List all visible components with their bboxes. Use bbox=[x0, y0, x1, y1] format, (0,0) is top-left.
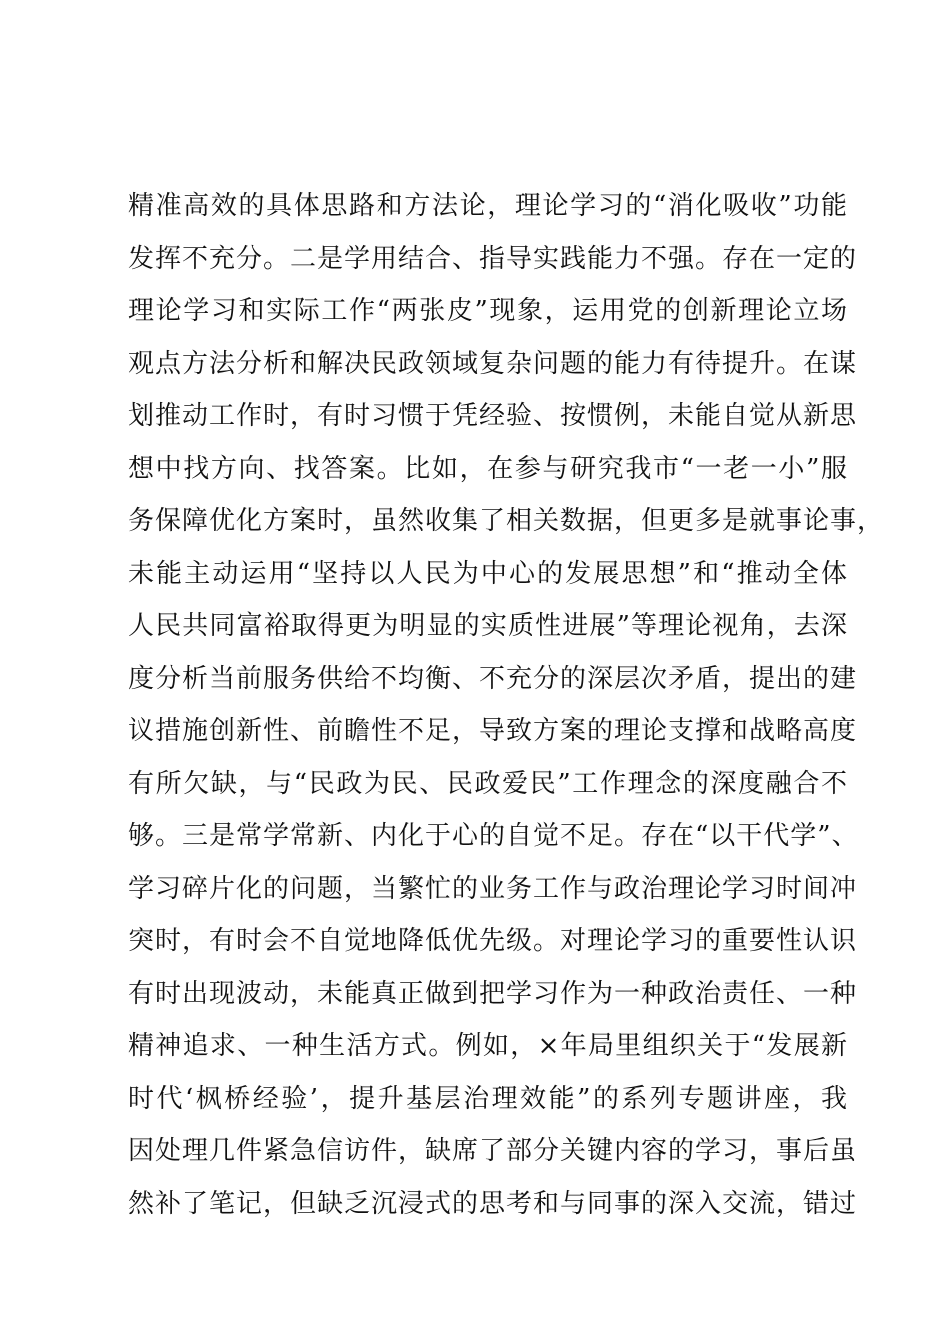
text-line-13: 够。三是常学常新、内化于心的自觉不足。存在“以干代学”、 bbox=[128, 821, 859, 851]
text-line-14: 学习碎片化的问题，当繁忙的业务工作与政治理论学习时间冲 bbox=[128, 873, 858, 904]
text-line-2: 发挥不充分。二是学用结合、指导实践能力不强。存在一定的 bbox=[128, 243, 858, 274]
text-line-4: 观点方法分析和解决民政领域复杂问题的能力有待提升。在谋 bbox=[128, 348, 858, 379]
text-line-12: 有所欠缺，与“民政为民、民政爱民”工作理念的深度融合不 bbox=[128, 768, 848, 799]
text-line-6: 想中找方向、找答案。比如，在参与研究我市“一老一小”服 bbox=[128, 453, 848, 484]
text-line-8: 未能主动运用“坚持以人民为中心的发展思想”和“推动全体 bbox=[128, 558, 848, 589]
text-line-10: 度分析当前服务供给不均衡、不充分的深层次矛盾，提出的建 bbox=[128, 663, 858, 694]
text-line-3: 理论学习和实际工作“两张皮”现象，运用党的创新理论立场 bbox=[128, 296, 848, 326]
text-line-11: 议措施创新性、前瞻性不足，导致方案的理论支撑和战略高度 bbox=[128, 716, 858, 746]
text-line-18: 时代‘枫桥经验’，提升基层治理效能”的系列专题讲座，我 bbox=[128, 1083, 848, 1114]
text-line-5: 划推动工作时，有时习惯于凭经验、按惯例，未能自觉从新思 bbox=[128, 401, 858, 431]
text-line-15: 突时，有时会不自觉地降低优先级。对理论学习的重要性认识 bbox=[128, 926, 858, 956]
text-line-20: 然补了笔记，但缺乏沉浸式的思考和与同事的深入交流，错过 bbox=[128, 1188, 858, 1219]
body-text bbox=[128, 180, 885, 1230]
text-line-9: 人民共同富裕取得更为明显的实质性进展”等理论视角，去深 bbox=[128, 611, 848, 641]
text-line-17: 精神追求、一种生活方式。例如，×年局里组织关于“发展新 bbox=[128, 1031, 848, 1061]
text-line-1: 精准高效的具体思路和方法论，理论学习的“消化吸收”功能 bbox=[128, 191, 848, 221]
text-line-7: 务保障优化方案时，虽然收集了相关数据，但更多是就事论事， bbox=[128, 506, 885, 536]
text-line-16: 有时出现波动，未能真正做到把学习作为一种政治责任、一种 bbox=[128, 978, 858, 1009]
text-line-19: 因处理几件紧急信访件，缺席了部分关键内容的学习，事后虽 bbox=[128, 1136, 858, 1166]
